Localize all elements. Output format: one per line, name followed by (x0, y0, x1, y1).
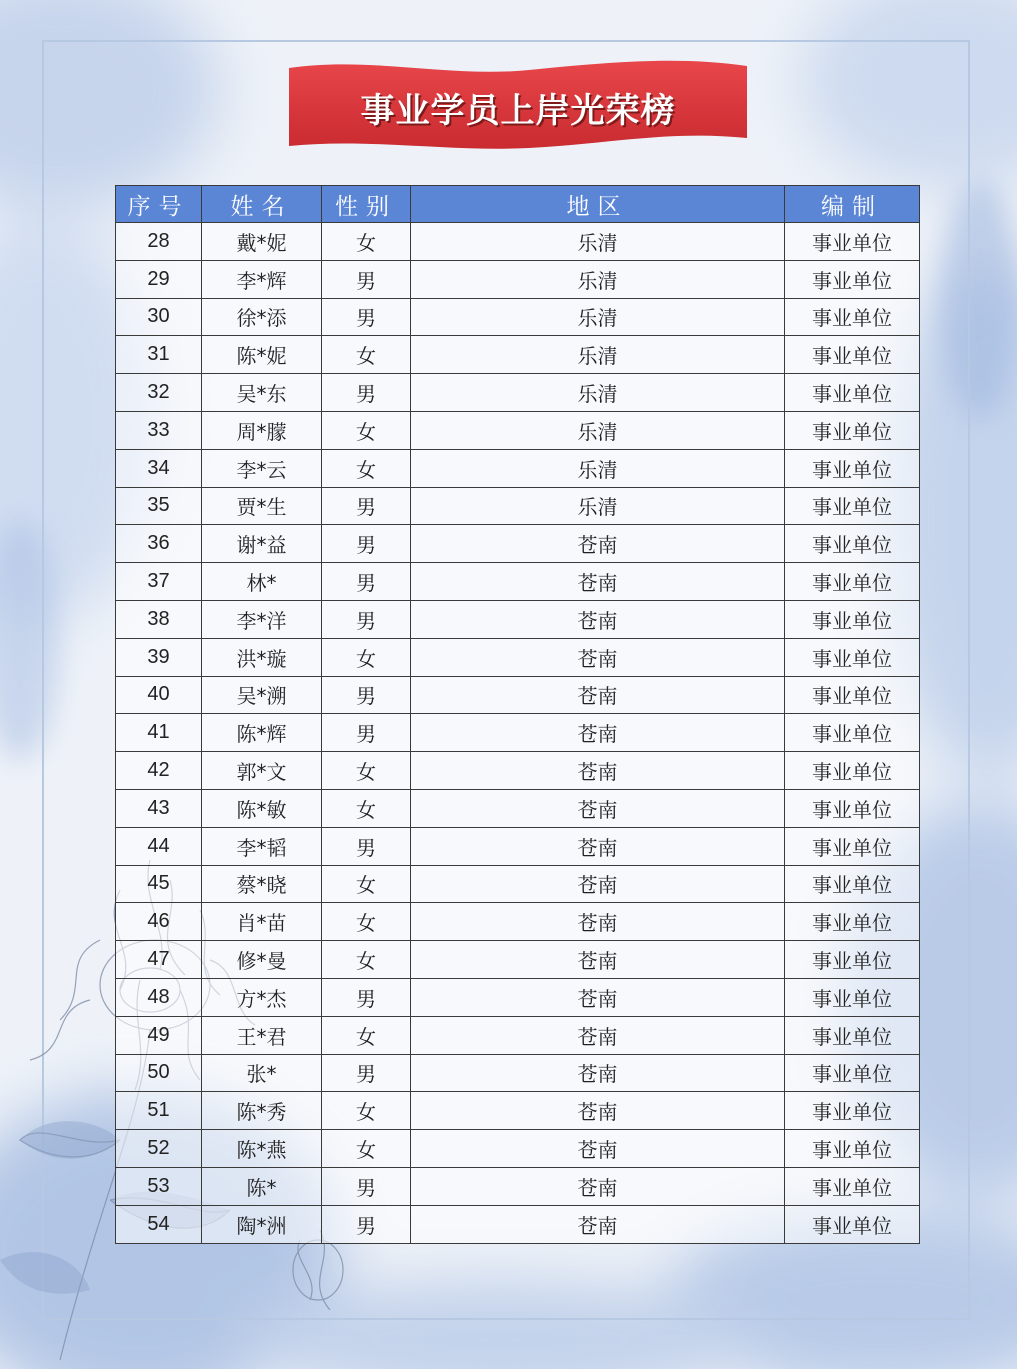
table-row (116, 638, 920, 676)
cell-region: 苍南 (411, 563, 785, 601)
cell-unit: 事业单位 (785, 903, 920, 941)
cell-name: 王*君 (202, 1016, 322, 1054)
cell-gender: 女 (322, 752, 411, 790)
cell-unit: 事业单位 (785, 525, 920, 563)
cell-unit: 事业单位 (785, 487, 920, 525)
cell-name: 李*韬 (202, 827, 322, 865)
table-row (116, 525, 920, 563)
cell-region: 苍南 (411, 1092, 785, 1130)
cell-region: 乐清 (411, 411, 785, 449)
cell-number: 45 (116, 865, 202, 903)
cell-name: 戴*妮 (202, 223, 322, 261)
cell-number: 28 (116, 223, 202, 261)
cell-number: 35 (116, 487, 202, 525)
table-header-row (116, 186, 920, 223)
cell-region: 苍南 (411, 1205, 785, 1243)
table-row (116, 1205, 920, 1243)
header-number: 序号 (116, 186, 202, 223)
cell-gender: 男 (322, 714, 411, 752)
table-row (116, 903, 920, 941)
table-row (116, 752, 920, 790)
table-row (116, 1016, 920, 1054)
cell-gender: 女 (322, 903, 411, 941)
cell-number: 38 (116, 600, 202, 638)
table-row (116, 789, 920, 827)
cell-name: 陈* (202, 1167, 322, 1205)
header-name: 姓名 (202, 186, 322, 223)
table-row (116, 298, 920, 336)
cell-number: 49 (116, 1016, 202, 1054)
table-row (116, 260, 920, 298)
cell-unit: 事业单位 (785, 1016, 920, 1054)
cell-unit: 事业单位 (785, 1167, 920, 1205)
table-row (116, 223, 920, 261)
cell-number: 46 (116, 903, 202, 941)
cell-name: 李*辉 (202, 260, 322, 298)
cell-gender: 男 (322, 1205, 411, 1243)
cell-number: 51 (116, 1092, 202, 1130)
table-row (116, 487, 920, 525)
table-body (116, 223, 920, 1244)
cell-unit: 事业单位 (785, 865, 920, 903)
cell-gender: 男 (322, 600, 411, 638)
header-gender: 性别 (322, 186, 411, 223)
cell-gender: 女 (322, 223, 411, 261)
cell-gender: 男 (322, 298, 411, 336)
cell-unit: 事业单位 (785, 563, 920, 601)
cell-unit: 事业单位 (785, 752, 920, 790)
cell-name: 徐*添 (202, 298, 322, 336)
cell-gender: 男 (322, 676, 411, 714)
cell-unit: 事业单位 (785, 676, 920, 714)
table-row (116, 941, 920, 979)
table-row (116, 374, 920, 412)
table-row (116, 563, 920, 601)
cell-gender: 男 (322, 525, 411, 563)
cell-name: 陶*洲 (202, 1205, 322, 1243)
cell-gender: 男 (322, 563, 411, 601)
cell-name: 陈*辉 (202, 714, 322, 752)
title-banner (289, 58, 747, 156)
cell-name: 张* (202, 1054, 322, 1092)
cell-gender: 女 (322, 411, 411, 449)
cell-name: 陈*妮 (202, 336, 322, 374)
cell-region: 乐清 (411, 336, 785, 374)
cell-unit: 事业单位 (785, 374, 920, 412)
cell-gender: 女 (322, 865, 411, 903)
header-region: 地区 (411, 186, 785, 223)
cell-region: 乐清 (411, 487, 785, 525)
table-row (116, 865, 920, 903)
cell-unit: 事业单位 (785, 1092, 920, 1130)
cell-unit: 事业单位 (785, 941, 920, 979)
roster-table (115, 185, 920, 1244)
cell-gender: 女 (322, 638, 411, 676)
table-row (116, 1130, 920, 1168)
cell-unit: 事业单位 (785, 1054, 920, 1092)
table-row (116, 1054, 920, 1092)
cell-region: 苍南 (411, 714, 785, 752)
cell-unit: 事业单位 (785, 260, 920, 298)
cell-number: 33 (116, 411, 202, 449)
cell-name: 修*曼 (202, 941, 322, 979)
table-row (116, 978, 920, 1016)
cell-name: 陈*秀 (202, 1092, 322, 1130)
cell-region: 苍南 (411, 1016, 785, 1054)
cell-name: 李*云 (202, 449, 322, 487)
cell-unit: 事业单位 (785, 978, 920, 1016)
cell-gender: 女 (322, 941, 411, 979)
cell-name: 方*杰 (202, 978, 322, 1016)
cell-number: 31 (116, 336, 202, 374)
cell-unit: 事业单位 (785, 1130, 920, 1168)
cell-name: 吴*东 (202, 374, 322, 412)
cell-number: 48 (116, 978, 202, 1016)
cell-number: 37 (116, 563, 202, 601)
cell-number: 41 (116, 714, 202, 752)
cell-name: 贾*生 (202, 487, 322, 525)
cell-gender: 女 (322, 1016, 411, 1054)
cell-region: 苍南 (411, 1167, 785, 1205)
cell-number: 42 (116, 752, 202, 790)
table-row (116, 411, 920, 449)
cell-number: 39 (116, 638, 202, 676)
header-unit: 编制 (785, 186, 920, 223)
cell-unit: 事业单位 (785, 827, 920, 865)
table-row (116, 336, 920, 374)
cell-unit: 事业单位 (785, 1205, 920, 1243)
cell-unit: 事业单位 (785, 298, 920, 336)
cell-unit: 事业单位 (785, 789, 920, 827)
cell-number: 40 (116, 676, 202, 714)
cell-gender: 男 (322, 1054, 411, 1092)
cell-number: 34 (116, 449, 202, 487)
table-row (116, 676, 920, 714)
cell-number: 30 (116, 298, 202, 336)
cell-gender: 男 (322, 827, 411, 865)
cell-region: 乐清 (411, 449, 785, 487)
cell-name: 郭*文 (202, 752, 322, 790)
cell-name: 肖*苗 (202, 903, 322, 941)
page-title: 事业学员上岸光荣榜 (360, 90, 676, 131)
cell-unit: 事业单位 (785, 411, 920, 449)
cell-unit: 事业单位 (785, 714, 920, 752)
cell-unit: 事业单位 (785, 223, 920, 261)
cell-unit: 事业单位 (785, 600, 920, 638)
cell-region: 乐清 (411, 298, 785, 336)
cell-number: 29 (116, 260, 202, 298)
cell-name: 吴*溯 (202, 676, 322, 714)
table-row (116, 600, 920, 638)
cell-name: 陈*燕 (202, 1130, 322, 1168)
cell-region: 苍南 (411, 865, 785, 903)
table-row (116, 1092, 920, 1130)
cell-region: 苍南 (411, 941, 785, 979)
cell-gender: 男 (322, 978, 411, 1016)
cell-gender: 男 (322, 374, 411, 412)
cell-gender: 女 (322, 449, 411, 487)
cell-number: 52 (116, 1130, 202, 1168)
cell-name: 林* (202, 563, 322, 601)
cell-region: 乐清 (411, 260, 785, 298)
cell-region: 苍南 (411, 789, 785, 827)
table-row (116, 1167, 920, 1205)
cell-region: 苍南 (411, 752, 785, 790)
cell-name: 李*洋 (202, 600, 322, 638)
cell-region: 乐清 (411, 223, 785, 261)
cell-region: 苍南 (411, 638, 785, 676)
cell-unit: 事业单位 (785, 449, 920, 487)
cell-region: 苍南 (411, 676, 785, 714)
cell-region: 苍南 (411, 903, 785, 941)
cell-gender: 男 (322, 260, 411, 298)
cell-name: 周*朦 (202, 411, 322, 449)
cell-region: 乐清 (411, 374, 785, 412)
cell-region: 苍南 (411, 525, 785, 563)
cell-gender: 男 (322, 1167, 411, 1205)
cell-unit: 事业单位 (785, 638, 920, 676)
cell-name: 谢*益 (202, 525, 322, 563)
cell-region: 苍南 (411, 1054, 785, 1092)
cell-name: 陈*敏 (202, 789, 322, 827)
table-row (116, 714, 920, 752)
cell-gender: 女 (322, 1130, 411, 1168)
cell-number: 53 (116, 1167, 202, 1205)
table-row (116, 827, 920, 865)
cell-name: 洪*璇 (202, 638, 322, 676)
cell-gender: 女 (322, 1092, 411, 1130)
cell-number: 44 (116, 827, 202, 865)
table-row (116, 449, 920, 487)
cell-number: 50 (116, 1054, 202, 1092)
cell-number: 32 (116, 374, 202, 412)
cell-number: 36 (116, 525, 202, 563)
cell-region: 苍南 (411, 1130, 785, 1168)
cell-region: 苍南 (411, 827, 785, 865)
cell-name: 蔡*晓 (202, 865, 322, 903)
cell-region: 苍南 (411, 600, 785, 638)
cell-number: 47 (116, 941, 202, 979)
cell-number: 43 (116, 789, 202, 827)
cell-gender: 男 (322, 487, 411, 525)
cell-gender: 女 (322, 789, 411, 827)
cell-gender: 女 (322, 336, 411, 374)
cell-unit: 事业单位 (785, 336, 920, 374)
cell-number: 54 (116, 1205, 202, 1243)
cell-region: 苍南 (411, 978, 785, 1016)
